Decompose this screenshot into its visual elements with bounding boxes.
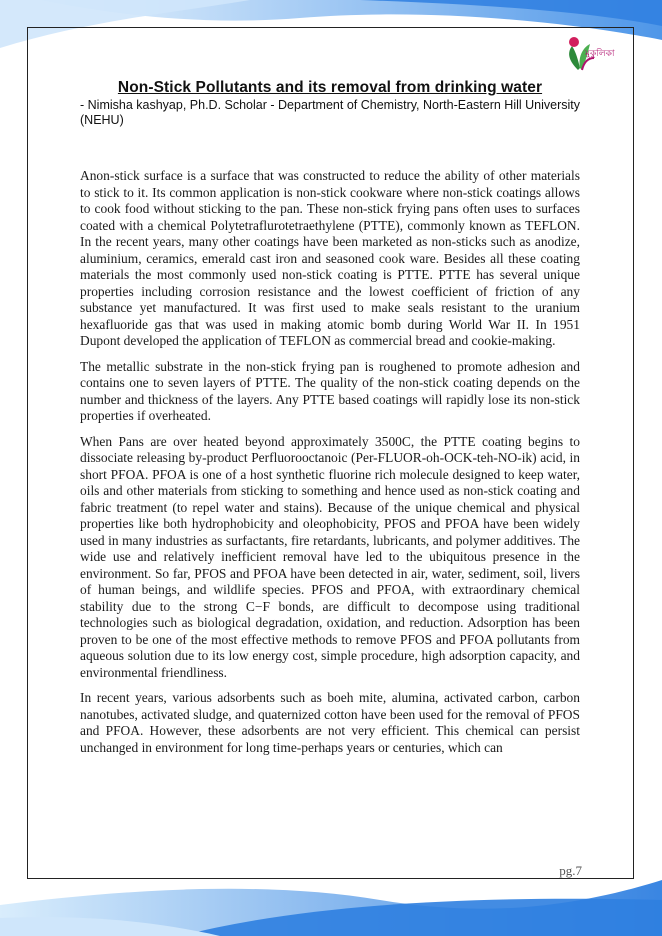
article-body: [80, 168, 580, 756]
article: [80, 78, 580, 765]
paragraph-2: The metallic substrate in the non-stick frying pan is roughened to promote adhesion and contains one to seven layers of PTTE. The quality of the non-stick coating depends on the number and thickness of the layers. Any PTTE based coatings will rapidly lose its non-stick properties if overheated.: [80, 358, 580, 423]
logo-wordmark: মুকুলিকা: [585, 49, 615, 59]
paragraph-1: Anon-stick surface is a surface that was constructed to reduce the ability of other materials to stick to it. Its common application is non-stick cookware where non-stick coatings allows to cook food without sticking to the pan. These non-stick frying pans often uses to surfaces coated with a chemical Polytetraflurotetraethylene (PTTE), commonly known as TEFLON. In the recent years, many other coatings have been marketed as non-sticks such as anodize, aluminium, ceramics, emerald cast iron and seasoned cook ware. Besides all these coating materials the most commonly used non-stick coating is PTTE. PTTE has several unique properties including corrosion resistance and the lowest coefficient of friction of any substance yet manufactured. It was first used to make seals resistant to the uranium hexafluoride gas that was used in making atomic bomb during World War II. In 1951 Dupont developed the application of TEFLON as commercial bread and cookie-making.: [80, 168, 580, 348]
paragraph-3: When Pans are over heated beyond approximately 3500C, the PTTE coating begins to dissociate releasing by-product Perfluorooctanoic (Per-FLUOR-oh-OCK-teh-NO-ik) acid, in short PFOA. PFOA is one of a host synthetic fluorine rich molecule designed to keep water, oils and other materials from sticking to something and hence used as non-stick coating and fabric treatment (to repel water and stains). Because of the unique chemical and physical properties like both hydrophobicity and oleophobicity, PFOS and PFOA have been widely used in many industries as surfactants, fire retardants, lubricants, and polymer additives. The wide use and relatively inefficient removal have led to the ubiquitous presence in the environment. So far, PFOS and PFOA have been detected in air, water, sediment, soil, livers of human beings, and wildlife species. PFOS and PFOA, with extraordinary chemical stability due to the strong C−F bonds, are difficult to decompose using traditional technologies such as biological degradation, oxidation, and reduction. Adsorption has been proven to be one of the most effective methods to remove PFOS and PFOA pollutants from aqueous solution due to its low energy cost, simple procedure, high adsorption capacity, and environmental friendliness.: [80, 433, 580, 680]
author-byline: - Nimisha kashyap, Ph.D. Scholar - Department of Chemistry, North-Eastern Hill University (NEHU): [80, 98, 580, 127]
paragraph-4: In recent years, various adsorbents such as boeh mite, alumina, activated carbon, carbon nanotubes, activated sludge, and quaternized cotton have been used for the removal of PFOS and PFOA. However, these adsorbents are not very efficient. This chemical can persist unchanged in environment for long time-perhaps years or centuries, which can: [80, 690, 580, 755]
article-title: Non-Stick Pollutants and its removal from drinking water: [117, 79, 543, 96]
page-number: pg.7: [559, 863, 582, 878]
